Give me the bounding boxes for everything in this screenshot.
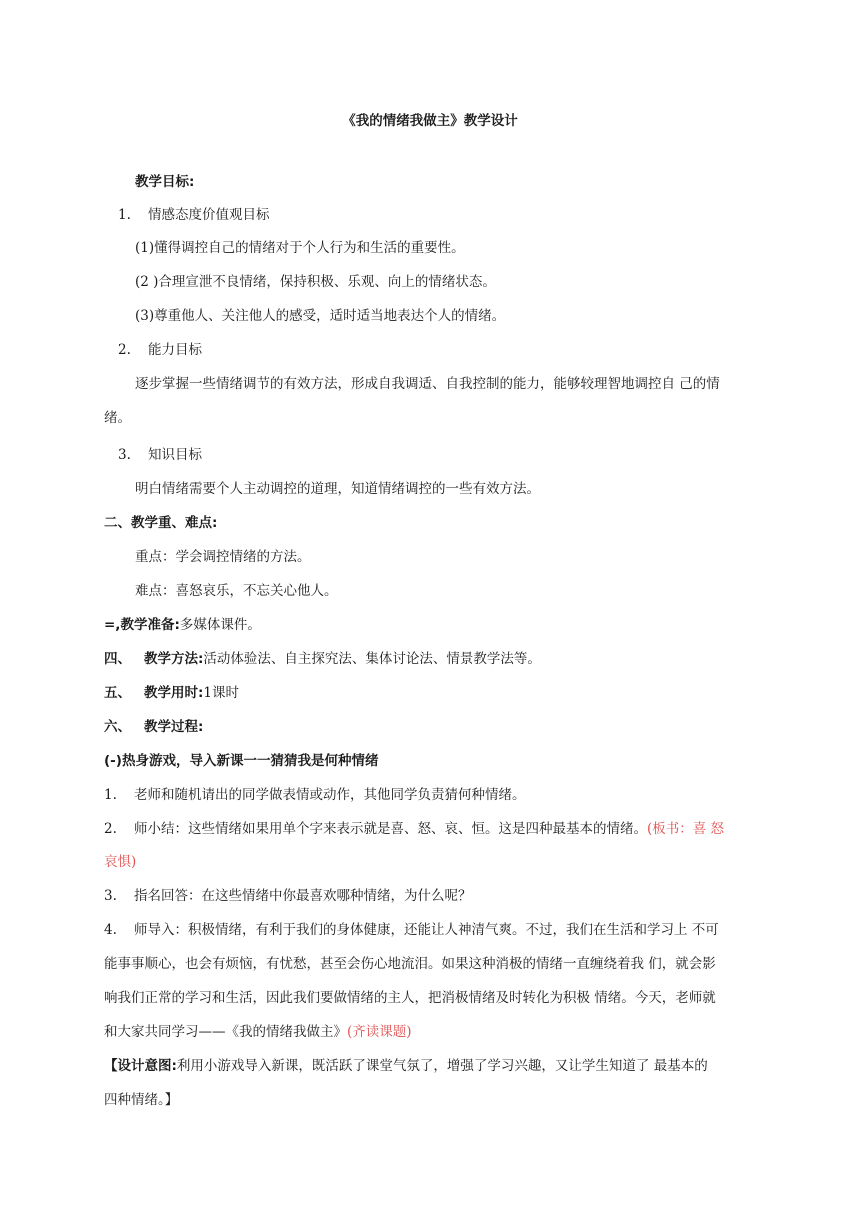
subsection-1-heading: (-)热身游戏，导入新课一一猜猜我是何种情绪 <box>104 753 379 769</box>
design-intent-line-1 <box>104 1056 708 1076</box>
process-item-3 <box>104 886 472 906</box>
process-1-text: 老师和随机请出的同学做表情或动作，其他同学负责猜何种情绪。 <box>134 787 526 803</box>
process-2-board-note: (板书：喜 怒 <box>647 821 725 837</box>
process-2-board-note-cont: 哀惧) <box>104 854 137 870</box>
goal-1-number: 1. <box>118 207 131 223</box>
goal-1-item-1: (1)懂得调控自己的情绪对于个人行为和生活的重要性。 <box>135 240 465 256</box>
section-3-label: =,教学准备: <box>104 617 180 633</box>
section-3-text: 多媒体课件。 <box>179 617 261 633</box>
goal-2-number: 2. <box>118 342 131 358</box>
section-6-label: 教学过程: <box>144 719 204 735</box>
section-6-line <box>104 717 203 737</box>
goal-1-item-3: (3)尊重他人、关注他人的感受，适时适当地表达个人的情绪。 <box>135 308 506 324</box>
goal-3-number: 3. <box>118 447 131 463</box>
section-4-number: 四、 <box>104 651 131 667</box>
process-3-number: 3. <box>104 888 117 904</box>
process-4-line-4: 和大家共同学习——《我的情绪我做主》 <box>104 1024 347 1040</box>
goal-2-title: 能力目标 <box>148 342 202 358</box>
goal-1-item-2: (2 )合理宣泄不良情绪，保持积极、乐观、向上的情绪状态。 <box>135 274 496 290</box>
goal-3-title: 知识目标 <box>148 447 202 463</box>
process-2-text: 师小结：这些情绪如果用单个字来表示就是喜、怒、哀、恒。这是四种最基本的情绪。 <box>134 821 647 837</box>
section-3-line <box>104 615 261 635</box>
process-4-line-4-wrap <box>104 1022 412 1042</box>
process-item-1 <box>104 785 526 805</box>
key-point: 重点：学会调控情绪的方法。 <box>135 549 311 565</box>
goal-3-heading <box>118 445 202 465</box>
goal-3-text: 明白情绪需要个人主动调控的道理，知道情绪调控的一些有效方法。 <box>135 481 540 497</box>
process-4-line-3: 响我们正常的学习和生活，因此我们要做情绪的主人，把消极情绪及时转化为积极 情绪。今天，老师就 <box>104 990 716 1006</box>
section-5-line <box>104 683 239 703</box>
section-5-number: 五、 <box>104 685 131 701</box>
hard-point: 难点：喜怒哀乐，不忘关心他人。 <box>135 583 338 599</box>
process-4-line-2: 能事事顺心，也会有烦恼，有忧愁，甚至会伤心地流泪。如果这种消极的情绪一直缠绕着我 们，就会影 <box>104 956 716 972</box>
section-4-label: 教学方法: <box>144 651 204 667</box>
doc-title: 《我的情绪我做主》教学设计 <box>342 113 518 129</box>
design-intent-line-2: 四种情绪。】 <box>104 1092 179 1108</box>
section-4-line <box>104 649 541 669</box>
process-item-2 <box>104 819 724 839</box>
process-1-number: 1. <box>104 787 117 803</box>
section-4-text: 活动体验法、自主探究法、集体讨论法、情景教学法等。 <box>203 651 541 667</box>
section-5-label: 教学用时: <box>144 685 204 701</box>
goal-1-title: 情感态度价值观目标 <box>148 207 270 223</box>
process-2-number: 2. <box>104 821 117 837</box>
goals-heading: 教学目标: <box>135 174 195 190</box>
section-6-number: 六、 <box>104 719 131 735</box>
process-3-text: 指名回答：在这些情绪中你最喜欢哪种情绪，为什么呢？ <box>134 888 472 904</box>
process-4-number: 4. <box>104 922 117 938</box>
goal-2-text-line-2: 绪。 <box>104 410 131 426</box>
design-intent-label: 【设计意图: <box>104 1058 177 1074</box>
goal-2-heading <box>118 340 202 360</box>
goal-1-heading <box>118 205 270 225</box>
process-item-4 <box>104 920 719 940</box>
process-4-reading-note: (齐读课题) <box>347 1024 412 1040</box>
design-intent-text: 利用小游戏导入新课，既活跃了课堂气氛了，增强了学习兴趣，又让学生知道了 最基本的 <box>176 1058 708 1074</box>
section-5-text: 1课时 <box>203 685 239 701</box>
process-4-line-1: 师导入：积极情绪，有利于我们的身体健康，还能让人神清气爽。不过，我们在生活和学习上 不可 <box>134 922 719 938</box>
goal-2-text-line-1: 逐步掌握一些情绪调节的有效方法，形成自我调适、自我控制的能力，能够较理智地调控自 己的情 <box>135 376 720 392</box>
section-2-heading: 二、教学重、难点: <box>104 515 218 531</box>
